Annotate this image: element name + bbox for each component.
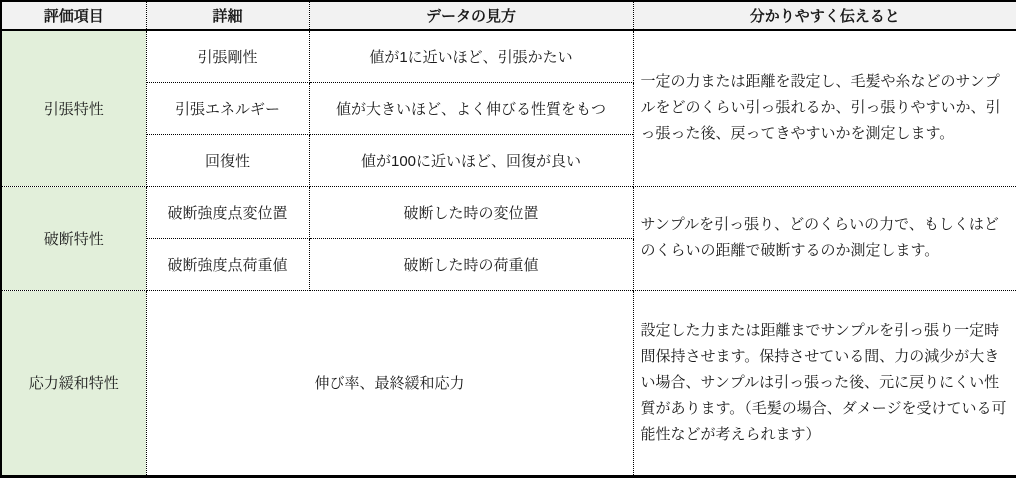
category-cell-breaking: 破断特性 bbox=[1, 186, 146, 290]
reading-cell: 破断した時の変位置 bbox=[309, 186, 633, 238]
detail-cell: 破断強度点変位置 bbox=[146, 186, 309, 238]
detail-cell: 引張エネルギー bbox=[146, 82, 309, 134]
category-cell-relaxation: 応力緩和特性 bbox=[1, 290, 146, 476]
table-row bbox=[1, 186, 1016, 238]
table-row bbox=[1, 30, 1016, 82]
category-cell-tensile: 引張特性 bbox=[1, 30, 146, 186]
header-cell-description: 分かりやすく伝えると bbox=[633, 1, 1016, 30]
reading-cell: 破断した時の荷重値 bbox=[309, 238, 633, 290]
detail-cell: 破断強度点荷重値 bbox=[146, 238, 309, 290]
reading-cell: 値が100に近いほど、回復が良い bbox=[309, 134, 633, 186]
table-row bbox=[1, 290, 1016, 476]
header-cell-reading: データの見方 bbox=[309, 1, 633, 30]
detail-cell: 回復性 bbox=[146, 134, 309, 186]
merged-detail-cell: 伸び率、最終緩和応力 bbox=[146, 290, 633, 476]
reading-cell: 値が1に近いほど、引張かたい bbox=[309, 30, 633, 82]
header-cell-category: 評価項目 bbox=[1, 1, 146, 30]
description-cell-tensile: 一定の力または距離を設定し、毛髪や糸などのサンプルをどのくらい引っ張れるか、引っ張りやすいか、引っ張った後、戻ってきやすいかを測定します。 bbox=[633, 30, 1016, 186]
reading-cell: 値が大きいほど、よく伸びる性質をもつ bbox=[309, 82, 633, 134]
header-cell-detail: 詳細 bbox=[146, 1, 309, 30]
header-row bbox=[1, 1, 1016, 30]
detail-cell: 引張剛性 bbox=[146, 30, 309, 82]
description-cell-breaking: サンプルを引っ張り、どのくらいの力で、もしくはどのくらいの距離で破断するのか測定します。 bbox=[633, 186, 1016, 290]
description-cell-relaxation: 設定した力または距離までサンプルを引っ張り一定時間保持させます。保持させている間、力の減少が大きい場合、サンプルは引っ張った後、元に戻りにくい性質があります。（毛髪の場合、ダメージを受けている可能性などが考えられます） bbox=[633, 290, 1016, 476]
